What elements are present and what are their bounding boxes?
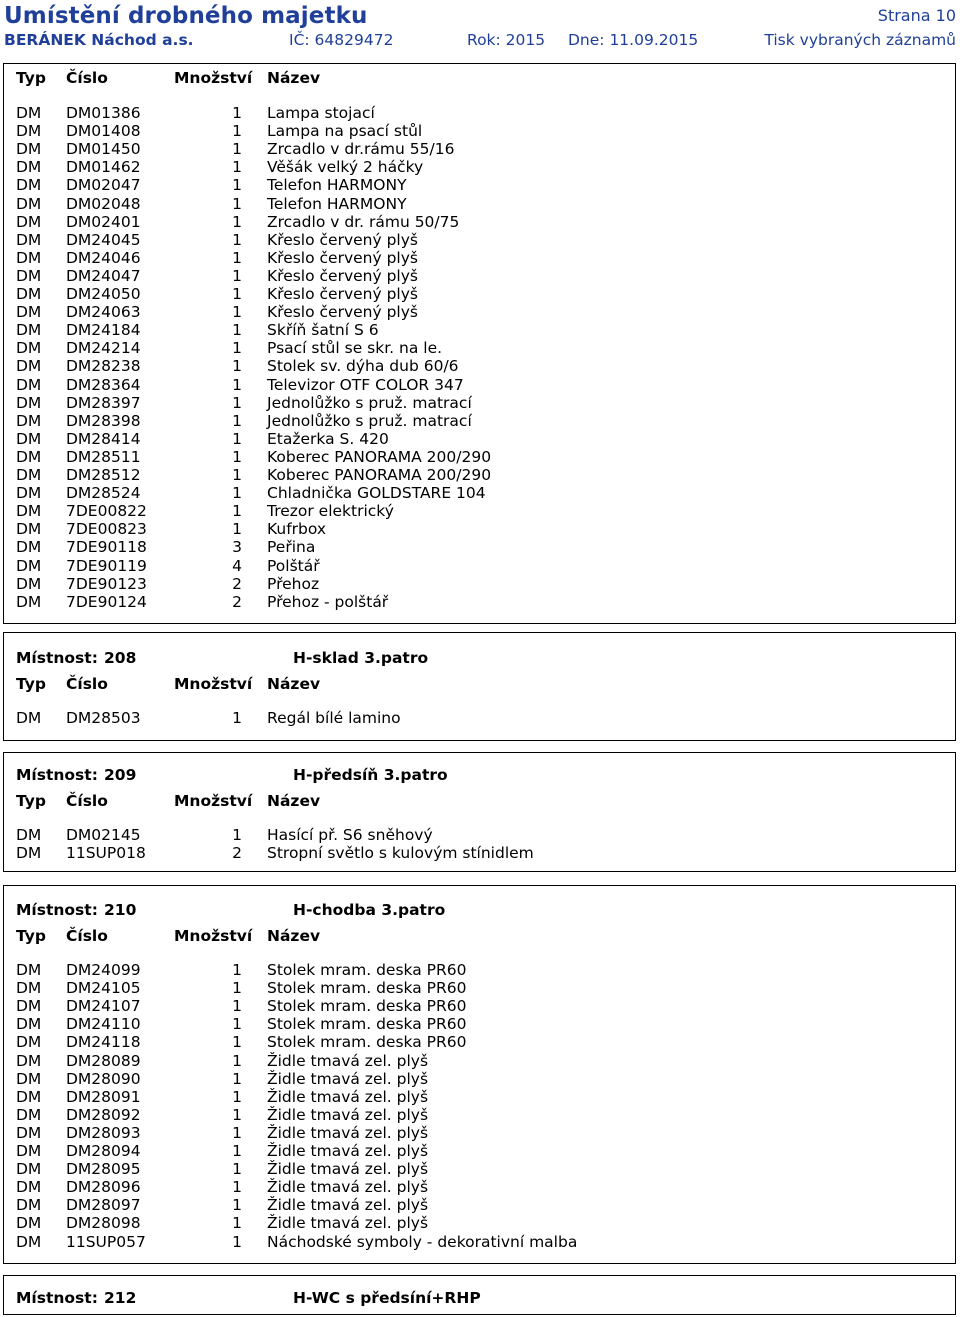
- cell-cislo: 7DE00822: [66, 502, 147, 521]
- cell-cislo: DM24050: [66, 285, 141, 303]
- room-name: H-sklad 3.patro: [293, 649, 429, 667]
- room-name: H-WC s předsíní+RHP: [293, 1289, 481, 1307]
- cell-mnozstvi: 1: [232, 212, 242, 231]
- cell-nazev: Trezor elektrický: [267, 502, 394, 521]
- cell-mnozstvi: 1: [232, 122, 242, 141]
- column-header-typ: Typ: [16, 927, 46, 945]
- column-header-cislo: Číslo: [66, 69, 108, 87]
- cell-typ: DM: [16, 1015, 42, 1034]
- cell-mnozstvi: 1: [232, 429, 242, 448]
- cell-typ: DM: [16, 1033, 42, 1052]
- cell-cislo: DM28397: [66, 393, 141, 412]
- cell-typ: DM: [16, 375, 42, 394]
- cell-nazev: Stolek mram. deska PR60: [267, 997, 467, 1016]
- cell-mnozstvi: 1: [232, 339, 242, 358]
- cell-nazev: Křeslo červený plyš: [267, 230, 418, 249]
- cell-nazev: Stolek mram. deska PR60: [267, 979, 467, 998]
- cell-nazev: Židle tmavá zel. plyš: [267, 1069, 429, 1088]
- cell-cislo: DM02047: [66, 176, 141, 195]
- print-label: Tisk vybraných záznamů: [764, 31, 956, 49]
- column-header-cislo: Číslo: [66, 927, 108, 945]
- cell-mnozstvi: 1: [232, 709, 242, 727]
- cell-typ: DM: [16, 285, 42, 303]
- room-section: [3, 632, 956, 741]
- cell-cislo: DM24214: [66, 339, 141, 358]
- cell-mnozstvi: 1: [232, 1123, 242, 1142]
- cell-typ: DM: [16, 393, 42, 412]
- cell-nazev: Kufrbox: [267, 520, 327, 539]
- cell-nazev: Židle tmavá zel. plyš: [267, 1087, 429, 1106]
- cell-typ: DM: [16, 844, 42, 863]
- cell-mnozstvi: 1: [232, 520, 242, 539]
- cell-nazev: Stropní světlo s kulovým stínidlem: [267, 844, 534, 863]
- cell-cislo: DM01450: [66, 140, 141, 159]
- cell-cislo: DM28511: [66, 447, 141, 466]
- cell-cislo: DM28364: [66, 375, 141, 394]
- company-ico: IČ: 64829472: [289, 31, 394, 49]
- cell-typ: DM: [16, 104, 42, 122]
- cell-nazev: Hasící př. S6 sněhový: [267, 826, 433, 844]
- report-title: Umístění drobného majetku: [4, 3, 368, 29]
- cell-cislo: DM28524: [66, 484, 141, 503]
- cell-nazev: Židle tmavá zel. plyš: [267, 1051, 429, 1070]
- cell-nazev: Koberec PANORAMA 200/290: [267, 466, 492, 484]
- cell-nazev: Křeslo červený plyš: [267, 303, 418, 322]
- cell-typ: DM: [16, 574, 42, 593]
- cell-nazev: Stolek mram. deska PR60: [267, 961, 467, 979]
- cell-mnozstvi: 1: [232, 1160, 242, 1179]
- column-header-cislo: Číslo: [66, 675, 108, 693]
- column-header-nazev: Název: [267, 792, 321, 810]
- cell-typ: DM: [16, 1160, 42, 1179]
- cell-typ: DM: [16, 1123, 42, 1142]
- cell-nazev: Telefon HARMONY: [267, 194, 407, 213]
- cell-nazev: Jednolůžko s pruž. matrací: [267, 393, 472, 412]
- cell-nazev: Věšák velký 2 háčky: [267, 158, 424, 177]
- room-section: [3, 752, 956, 872]
- column-header-typ: Typ: [16, 675, 46, 693]
- cell-cislo: 11SUP057: [66, 1232, 146, 1251]
- cell-nazev: Židle tmavá zel. plyš: [267, 1123, 429, 1142]
- cell-cislo: DM01408: [66, 122, 141, 141]
- cell-mnozstvi: 1: [232, 266, 242, 285]
- cell-mnozstvi: 1: [232, 961, 242, 979]
- cell-mnozstvi: 2: [232, 844, 242, 863]
- cell-typ: DM: [16, 212, 42, 231]
- room-number: 209: [104, 766, 137, 784]
- cell-typ: DM: [16, 230, 42, 249]
- cell-nazev: Telefon HARMONY: [267, 176, 407, 195]
- cell-mnozstvi: 1: [232, 1232, 242, 1251]
- cell-cislo: 7DE90118: [66, 538, 147, 557]
- cell-cislo: DM24118: [66, 1033, 141, 1052]
- cell-typ: DM: [16, 1178, 42, 1197]
- cell-cislo: 7DE90123: [66, 574, 147, 593]
- cell-nazev: Židle tmavá zel. plyš: [267, 1105, 429, 1124]
- cell-mnozstvi: 1: [232, 1196, 242, 1215]
- cell-mnozstvi: 1: [232, 979, 242, 998]
- cell-cislo: DM24110: [66, 1015, 141, 1034]
- company-name: BERÁNEK Náchod a.s.: [4, 31, 194, 49]
- cell-mnozstvi: 3: [232, 538, 242, 557]
- cell-cislo: DM24105: [66, 979, 141, 998]
- cell-cislo: DM24099: [66, 961, 141, 979]
- cell-mnozstvi: 1: [232, 1051, 242, 1070]
- column-header-nazev: Název: [267, 927, 321, 945]
- cell-cislo: DM28238: [66, 357, 141, 376]
- cell-mnozstvi: 1: [232, 447, 242, 466]
- cell-nazev: Zrcadlo v dr. rámu 50/75: [267, 212, 460, 231]
- cell-cislo: 7DE90124: [66, 592, 147, 611]
- column-header-cislo: Číslo: [66, 792, 108, 810]
- column-header-mnozstvi: Množství: [174, 792, 253, 810]
- cell-cislo: DM28096: [66, 1178, 141, 1197]
- cell-typ: DM: [16, 1087, 42, 1106]
- cell-typ: DM: [16, 709, 42, 727]
- cell-nazev: Polštář: [267, 556, 320, 575]
- cell-typ: DM: [16, 248, 42, 267]
- cell-cislo: DM24107: [66, 997, 141, 1016]
- cell-cislo: DM28092: [66, 1105, 141, 1124]
- cell-cislo: DM24063: [66, 303, 141, 322]
- cell-mnozstvi: 1: [232, 1033, 242, 1052]
- cell-typ: DM: [16, 357, 42, 376]
- cell-cislo: DM28090: [66, 1069, 141, 1088]
- room-label: Místnost:: [16, 649, 98, 667]
- cell-mnozstvi: 1: [232, 104, 242, 122]
- cell-typ: DM: [16, 520, 42, 539]
- cell-cislo: DM28398: [66, 411, 141, 430]
- cell-cislo: DM28091: [66, 1087, 141, 1106]
- cell-nazev: Etažerka S. 420: [267, 429, 389, 448]
- cell-nazev: Židle tmavá zel. plyš: [267, 1214, 429, 1233]
- column-header-mnozstvi: Množství: [174, 69, 253, 87]
- cell-cislo: DM24045: [66, 230, 141, 249]
- cell-typ: DM: [16, 339, 42, 358]
- cell-typ: DM: [16, 158, 42, 177]
- cell-nazev: Lampa stojací: [267, 104, 375, 122]
- cell-typ: DM: [16, 303, 42, 322]
- room-number: 212: [104, 1289, 137, 1307]
- column-header-nazev: Název: [267, 69, 321, 87]
- room-label: Místnost:: [16, 1289, 98, 1307]
- cell-typ: DM: [16, 466, 42, 484]
- cell-cislo: DM02401: [66, 212, 141, 231]
- cell-cislo: DM28089: [66, 1051, 141, 1070]
- cell-nazev: Křeslo červený plyš: [267, 248, 418, 267]
- cell-nazev: Zrcadlo v dr.rámu 55/16: [267, 140, 455, 159]
- cell-nazev: Chladnička GOLDSTARE 104: [267, 484, 486, 503]
- cell-nazev: Židle tmavá zel. plyš: [267, 1142, 429, 1160]
- cell-typ: DM: [16, 1196, 42, 1215]
- cell-cislo: DM28098: [66, 1214, 141, 1233]
- cell-nazev: Náchodské symboly - dekorativní malba: [267, 1232, 578, 1251]
- cell-nazev: Židle tmavá zel. plyš: [267, 1160, 429, 1179]
- cell-cislo: DM28094: [66, 1142, 141, 1160]
- cell-typ: DM: [16, 502, 42, 521]
- cell-mnozstvi: 1: [232, 826, 242, 844]
- cell-mnozstvi: 1: [232, 411, 242, 430]
- room-label: Místnost:: [16, 766, 98, 784]
- cell-mnozstvi: 1: [232, 176, 242, 195]
- cell-nazev: Židle tmavá zel. plyš: [267, 1178, 429, 1197]
- cell-mnozstvi: 4: [232, 556, 242, 575]
- cell-cislo: DM24184: [66, 321, 141, 340]
- cell-mnozstvi: 1: [232, 997, 242, 1016]
- room-name: H-předsíň 3.patro: [293, 766, 448, 784]
- cell-typ: DM: [16, 997, 42, 1016]
- cell-typ: DM: [16, 321, 42, 340]
- cell-cislo: DM28097: [66, 1196, 141, 1215]
- cell-cislo: DM02048: [66, 194, 141, 213]
- cell-cislo: DM24047: [66, 266, 141, 285]
- cell-mnozstvi: 1: [232, 158, 242, 177]
- column-header-typ: Typ: [16, 792, 46, 810]
- cell-typ: DM: [16, 429, 42, 448]
- cell-nazev: Přehoz - polštář: [267, 592, 389, 611]
- cell-nazev: Lampa na psací stůl: [267, 122, 423, 141]
- cell-typ: DM: [16, 176, 42, 195]
- cell-mnozstvi: 1: [232, 230, 242, 249]
- cell-typ: DM: [16, 1214, 42, 1233]
- cell-typ: DM: [16, 1105, 42, 1124]
- cell-typ: DM: [16, 266, 42, 285]
- cell-typ: DM: [16, 592, 42, 611]
- cell-mnozstvi: 1: [232, 1087, 242, 1106]
- report-date: Dne: 11.09.2015: [568, 31, 699, 49]
- cell-typ: DM: [16, 538, 42, 557]
- room-section: [3, 885, 956, 1264]
- cell-mnozstvi: 2: [232, 592, 242, 611]
- cell-typ: DM: [16, 1142, 42, 1160]
- cell-mnozstvi: 1: [232, 140, 242, 159]
- cell-typ: DM: [16, 484, 42, 503]
- cell-mnozstvi: 1: [232, 1015, 242, 1034]
- cell-mnozstvi: 1: [232, 484, 242, 503]
- column-header-mnozstvi: Množství: [174, 927, 253, 945]
- cell-typ: DM: [16, 122, 42, 141]
- cell-nazev: Křeslo červený plyš: [267, 266, 418, 285]
- cell-nazev: Židle tmavá zel. plyš: [267, 1196, 429, 1215]
- cell-mnozstvi: 1: [232, 285, 242, 303]
- cell-mnozstvi: 1: [232, 1105, 242, 1124]
- cell-cislo: DM28093: [66, 1123, 141, 1142]
- cell-typ: DM: [16, 1232, 42, 1251]
- column-header-mnozstvi: Množství: [174, 675, 253, 693]
- cell-typ: DM: [16, 447, 42, 466]
- cell-mnozstvi: 1: [232, 375, 242, 394]
- cell-typ: DM: [16, 556, 42, 575]
- cell-cislo: DM28095: [66, 1160, 141, 1179]
- cell-cislo: DM28414: [66, 429, 141, 448]
- cell-mnozstvi: 1: [232, 303, 242, 322]
- cell-nazev: Skříň šatní S 6: [267, 321, 379, 340]
- column-header-nazev: Název: [267, 675, 321, 693]
- cell-typ: DM: [16, 961, 42, 979]
- cell-nazev: Regál bílé lamino: [267, 709, 401, 727]
- cell-mnozstvi: 1: [232, 194, 242, 213]
- cell-nazev: Koberec PANORAMA 200/290: [267, 447, 492, 466]
- cell-mnozstvi: 1: [232, 1142, 242, 1160]
- cell-mnozstvi: 1: [232, 393, 242, 412]
- cell-nazev: Psací stůl se skr. na le.: [267, 339, 443, 358]
- cell-cislo: DM28512: [66, 466, 141, 484]
- cell-mnozstvi: 1: [232, 466, 242, 484]
- cell-mnozstvi: 1: [232, 1069, 242, 1088]
- column-header-typ: Typ: [16, 69, 46, 87]
- cell-cislo: DM01386: [66, 104, 141, 122]
- room-section: [3, 63, 956, 624]
- cell-nazev: Přehoz: [267, 574, 320, 593]
- cell-mnozstvi: 1: [232, 357, 242, 376]
- cell-typ: DM: [16, 826, 42, 844]
- cell-typ: DM: [16, 411, 42, 430]
- cell-cislo: DM28503: [66, 709, 141, 727]
- cell-nazev: Televizor OTF COLOR 347: [267, 375, 464, 394]
- room-number: 208: [104, 649, 137, 667]
- cell-mnozstvi: 1: [232, 321, 242, 340]
- cell-nazev: Stolek mram. deska PR60: [267, 1033, 467, 1052]
- cell-nazev: Křeslo červený plyš: [267, 285, 418, 303]
- cell-typ: DM: [16, 979, 42, 998]
- room-name: H-chodba 3.patro: [293, 901, 446, 919]
- cell-cislo: DM24046: [66, 248, 141, 267]
- cell-nazev: Jednolůžko s pruž. matrací: [267, 411, 472, 430]
- cell-typ: DM: [16, 1051, 42, 1070]
- room-number: 210: [104, 901, 137, 919]
- report-header: [0, 0, 960, 60]
- cell-typ: DM: [16, 140, 42, 159]
- page-number: Strana 10: [877, 6, 956, 25]
- cell-cislo: DM01462: [66, 158, 141, 177]
- report-year: Rok: 2015: [467, 31, 546, 49]
- cell-cislo: 11SUP018: [66, 844, 146, 863]
- cell-typ: DM: [16, 194, 42, 213]
- cell-typ: DM: [16, 1069, 42, 1088]
- room-label: Místnost:: [16, 901, 98, 919]
- cell-mnozstvi: 1: [232, 1214, 242, 1233]
- cell-nazev: Stolek mram. deska PR60: [267, 1015, 467, 1034]
- room-section: [3, 1275, 956, 1315]
- cell-cislo: 7DE90119: [66, 556, 147, 575]
- cell-mnozstvi: 1: [232, 248, 242, 267]
- cell-cislo: DM02145: [66, 826, 141, 844]
- cell-nazev: Peřina: [267, 538, 316, 557]
- cell-mnozstvi: 1: [232, 502, 242, 521]
- cell-mnozstvi: 1: [232, 1178, 242, 1197]
- cell-nazev: Stolek sv. dýha dub 60/6: [267, 357, 459, 376]
- cell-cislo: 7DE00823: [66, 520, 147, 539]
- cell-mnozstvi: 2: [232, 574, 242, 593]
